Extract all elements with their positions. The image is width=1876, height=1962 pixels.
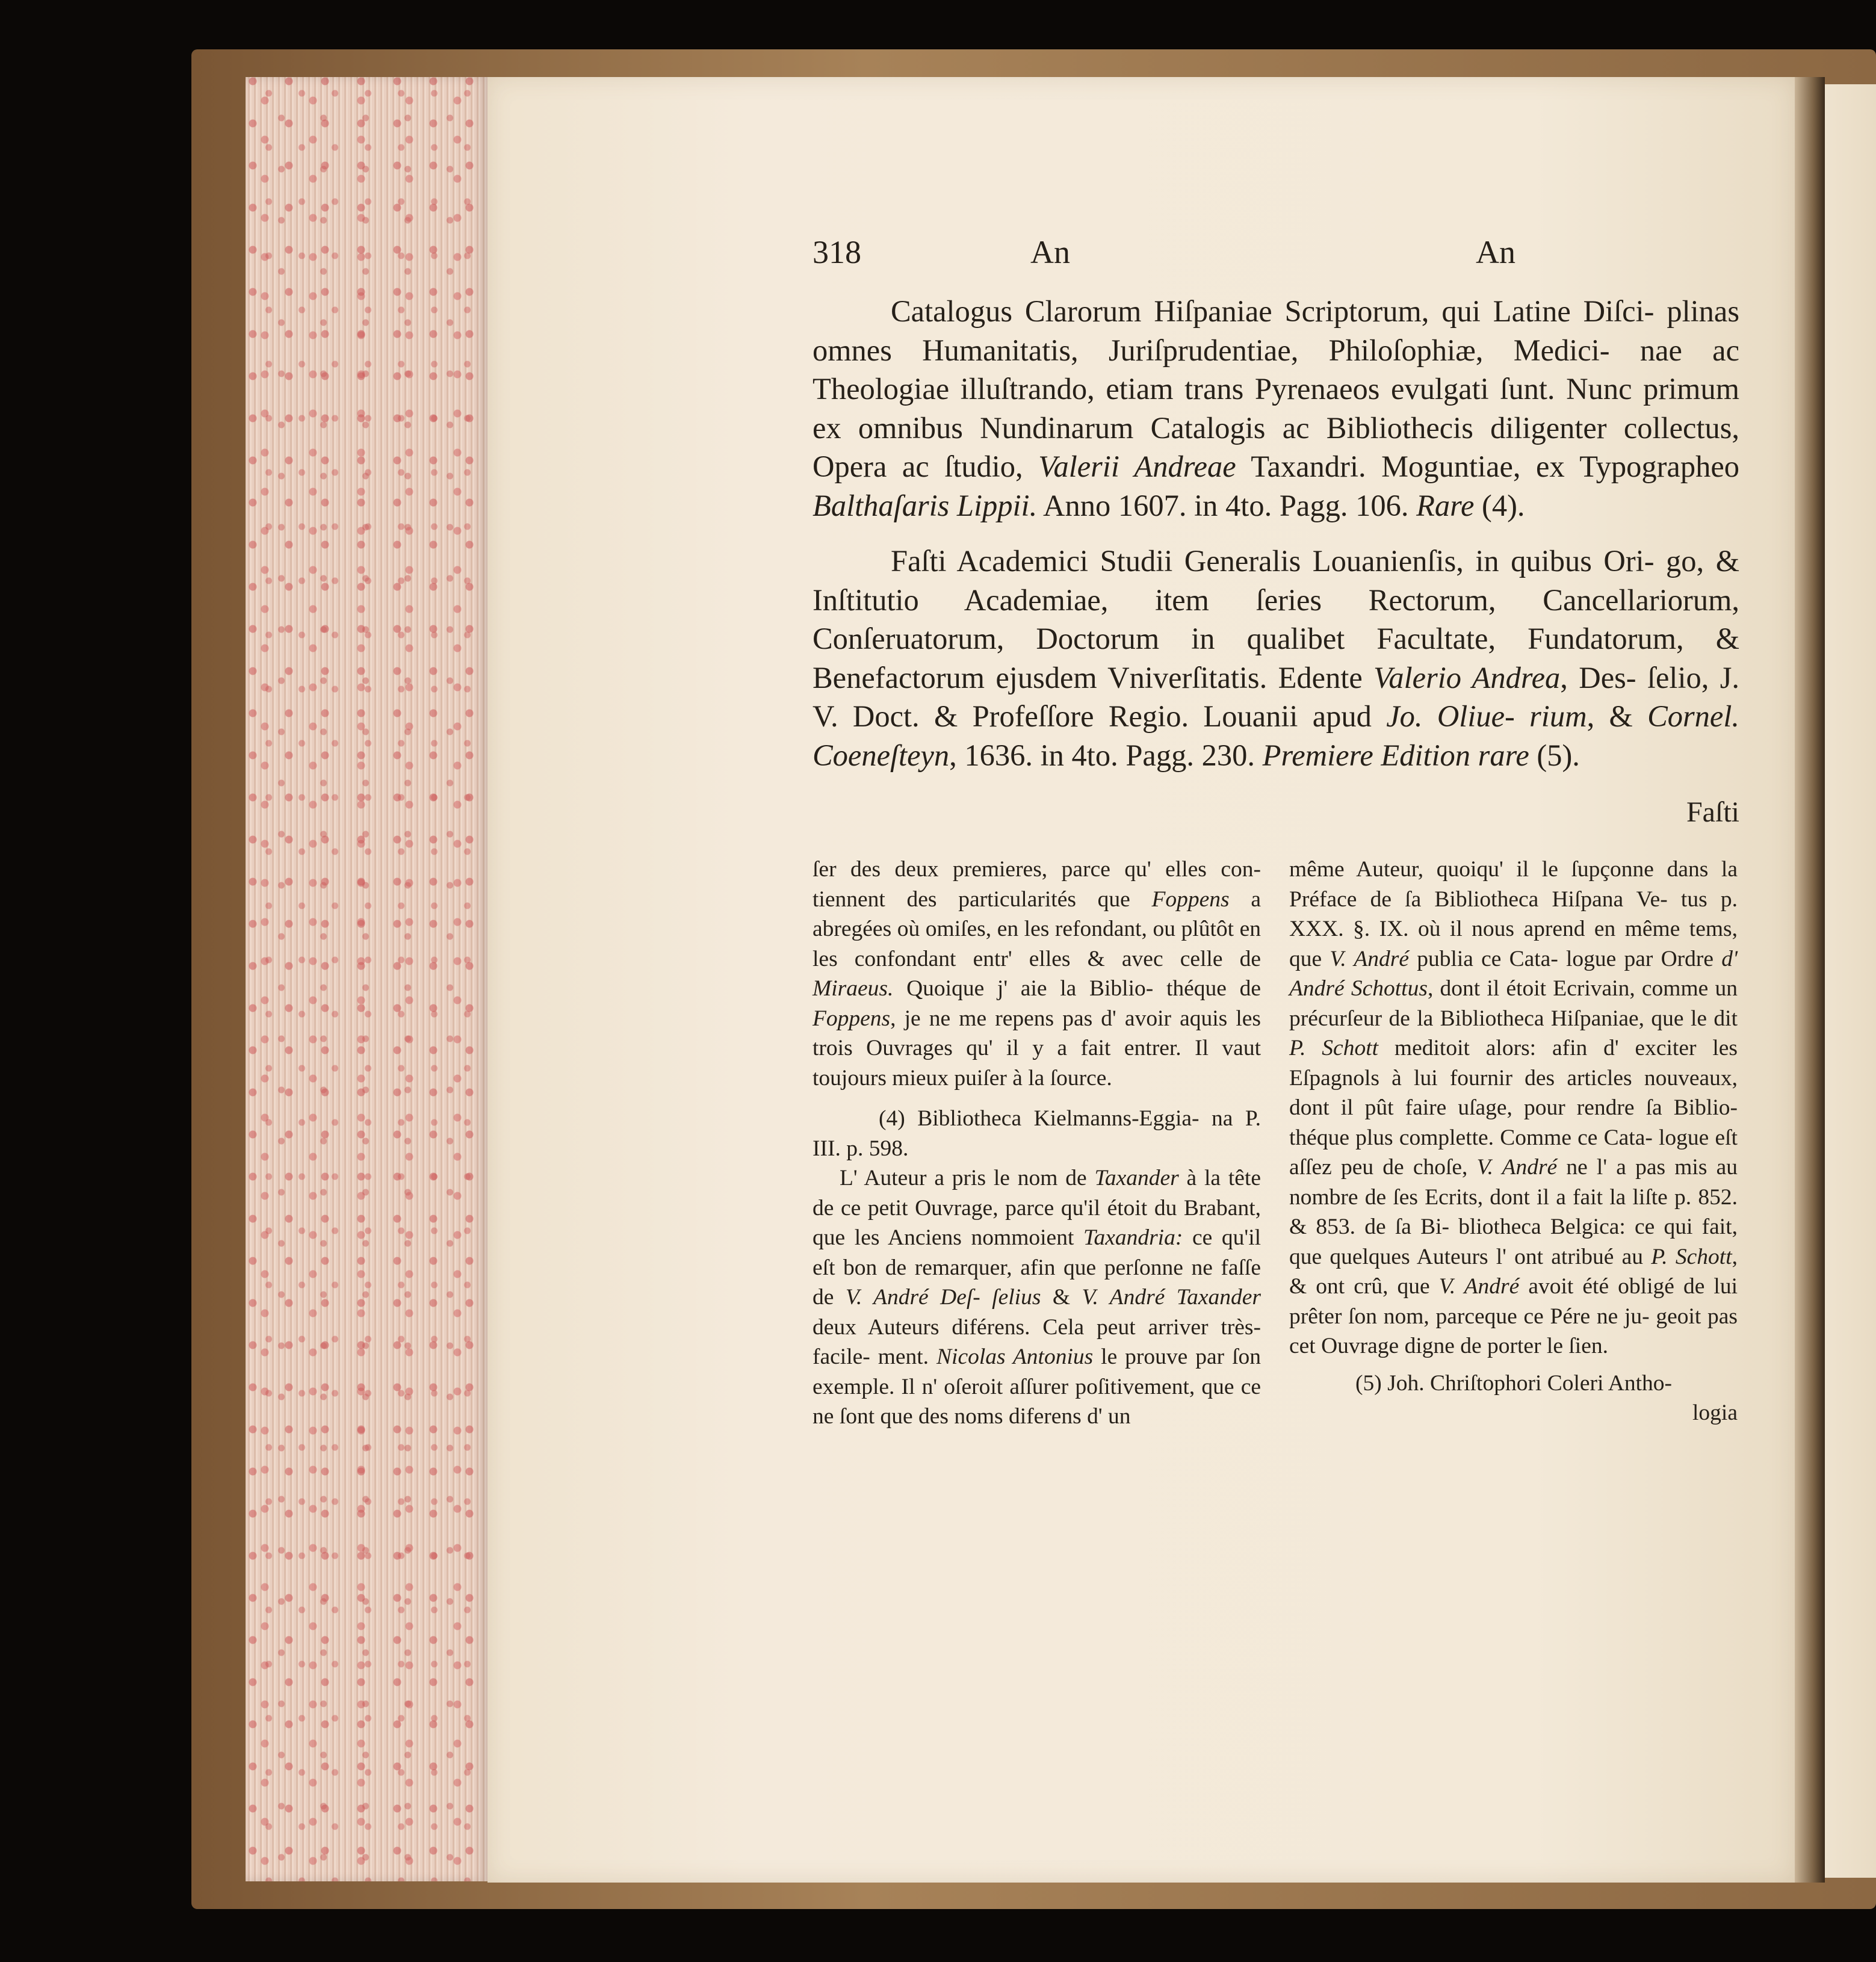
footnote-name: Foppens xyxy=(813,1006,891,1031)
page-block-edge xyxy=(246,77,489,1881)
entry-rarity: Rare xyxy=(1416,488,1475,522)
footnote-name: d' André Schottus xyxy=(1289,946,1738,1001)
entry-title: Catalogus Clarorum Hiſpaniae Scriptorum, qui Latine Diſci- plinas omnes Humanitatis, Juriſprudentiae, Philoſophiæ, Medici- nae ac Theologiae illuſtrando, etiam trans Pyrenaeos evulgati ſunt. Nunc primum ex omnibus Nundinarum Catalogis ac Bibliothecis diligenter collectus, Opera ac ſtudio, xyxy=(813,294,1739,483)
footnote-text: , je ne me repens pas d' avoir aquis les trois Ouvrages qu' il y a fait entrer. Il vaut toujours mieux puiſer à la ſource. xyxy=(813,1006,1261,1091)
footnote-column-left xyxy=(813,855,1261,1432)
footnote-name: V. André Deſ- ſelius xyxy=(845,1285,1041,1310)
column-catchword: logia xyxy=(1692,1400,1738,1425)
footnote-text: deux Auteurs diférens. Cela peut arriver très-facile- ment. xyxy=(813,1314,1261,1369)
footnote-text: Quoique j' aie la Biblio- théque de xyxy=(906,976,1261,1001)
footnote-text: avoit été obligé de lui prêter ſon nom, parceque ce Pére ne ju- geoit pas cet Ouvrage digne de porter le ſien. xyxy=(1289,1274,1738,1358)
facing-page-edge xyxy=(1825,84,1876,1878)
footnote-paragraph xyxy=(813,855,1261,1093)
footnote-text: , & ont crû, que xyxy=(1289,1244,1738,1299)
footnote-text: ſer des deux premieres, parce qu' elles con- tiennent des particularités que xyxy=(813,857,1261,912)
bibliographic-entry-1 xyxy=(813,292,1739,525)
entry-note-ref: (5). xyxy=(1537,738,1580,772)
entry-title: Faſti Academici Studii Generalis Louanienſis, in quibus Ori- go, & Inſtitutio Academiae, item ſeries Rectorum, Cancellariorum, Conſeruatorum, Doctorum in qualibet Facultate, Fundatorum, & Benefactorum ejusdem Vniverſitatis. Edente xyxy=(813,544,1739,695)
footnote-text: publia ce Cata- logue par Ordre xyxy=(1417,946,1714,971)
footnote-text: L' Auteur a pris le nom de xyxy=(840,1166,1087,1190)
footnote-name: V. André Taxander xyxy=(1082,1285,1262,1310)
footnote-name: Taxander xyxy=(1094,1166,1179,1190)
entry-details: , 1636. in 4to. Pagg. 230. xyxy=(949,738,1255,772)
book-gutter xyxy=(1795,77,1825,1883)
footnote-text: meditoit alors: afin d' exciter les Eſpagnols à lui fournir des articles nouveaux, dont il pût faire uſage, pour rendre ſa Biblio- théque plus complette. Comme ce Cata- logue eſt aſſez peu de choſe, xyxy=(1289,1036,1738,1180)
footnote-name: V. André xyxy=(1330,946,1409,971)
entry-imprint: Taxandri. Moguntiae, ex Typographeo xyxy=(1251,450,1739,483)
footnote-name: P. Schott xyxy=(1289,1036,1379,1060)
footnote-paragraph xyxy=(813,1163,1261,1432)
footnote-text: a abregées où omiſes, en les refondant, ou plûtôt en les confondant entr' elles & avec celle de xyxy=(813,887,1261,971)
entry-author: Valerii Andreae xyxy=(1038,450,1236,483)
footnote-text: ne l' a pas mis au nombre de ſes Ecrits, dont il a fait la liſte p. 852. & 853. de ſa Bi- bliotheca Belgica: ce qui fait, que quelques Auteurs l' ont atribué au xyxy=(1289,1155,1738,1269)
entry-conjunction: , & xyxy=(1587,699,1633,733)
page-number: 318 xyxy=(813,234,861,270)
footnote-column-right xyxy=(1289,855,1738,1428)
footnote-paragraph xyxy=(1289,855,1738,1361)
footnote-5: (5) Joh. Chriſtophori Coleri Antho- xyxy=(1355,1370,1673,1396)
footnote-text: & xyxy=(1052,1285,1071,1310)
footnote-name: Miraeus. xyxy=(813,976,894,1001)
footnote-name: Foppens xyxy=(1151,887,1230,912)
footnote-text: même Auteur, quoiqu' il le ſupçonne dans la Préface de ſa Bibliotheca Hiſpana Ve- tus p. XXX. §. IX. où il nous aprend en même tems, que xyxy=(1289,857,1738,971)
footnote-name: Taxandria: xyxy=(1083,1225,1183,1250)
entry-details: Anno 1607. in 4to. Pagg. 106. xyxy=(1043,488,1409,522)
entry-rarity: Premiere Edition rare xyxy=(1262,738,1529,772)
running-head-left: An xyxy=(1030,234,1070,270)
entry-printer: Jo. Oliue- rium xyxy=(1386,699,1587,733)
bibliographic-entry-2 xyxy=(813,542,1739,775)
footnote-name: Nicolas Antonius xyxy=(936,1345,1094,1369)
entry-note-ref: (4). xyxy=(1482,488,1525,522)
running-head-right: An xyxy=(1476,234,1515,270)
footnote-name: V. André xyxy=(1438,1274,1520,1299)
footnote-4: (4) Bibliotheca Kielmanns-Eggia- na P. III. p. 598. xyxy=(813,1106,1261,1161)
footnote-text: ce qu'il eſt bon de remarquer, afin que perſonne ne faſſe de xyxy=(813,1225,1262,1310)
footnote-name: P. Schott xyxy=(1651,1244,1732,1269)
entry-imprint: , Des- ſelio, J. V. Doct. & Profeſſore Regio. Louanii apud xyxy=(813,660,1740,733)
footnote-text: , dont il étoit Ecrivain, comme un précurſeur de la Bibliotheca Hiſpaniae, que le dit xyxy=(1289,976,1738,1031)
entry-author: Valerio Andrea xyxy=(1373,660,1561,695)
entry-printer: Cornel. Coeneſteyn xyxy=(813,699,1739,772)
footnote-text: le prouve par ſon exemple. Il n' oſeroit aſſurer poſitivement, que ce ne ſont que des noms diferens d' un xyxy=(813,1345,1262,1429)
footnote-name: V. André xyxy=(1476,1155,1558,1180)
catchword: Faſti xyxy=(1686,796,1739,828)
footnote-text: à la tête de ce petit Ouvrage, parce qu'il étoit du Brabant, que les Anciens nommoient xyxy=(813,1166,1262,1250)
entry-printer: Balthaſaris Lippii. xyxy=(813,488,1038,522)
